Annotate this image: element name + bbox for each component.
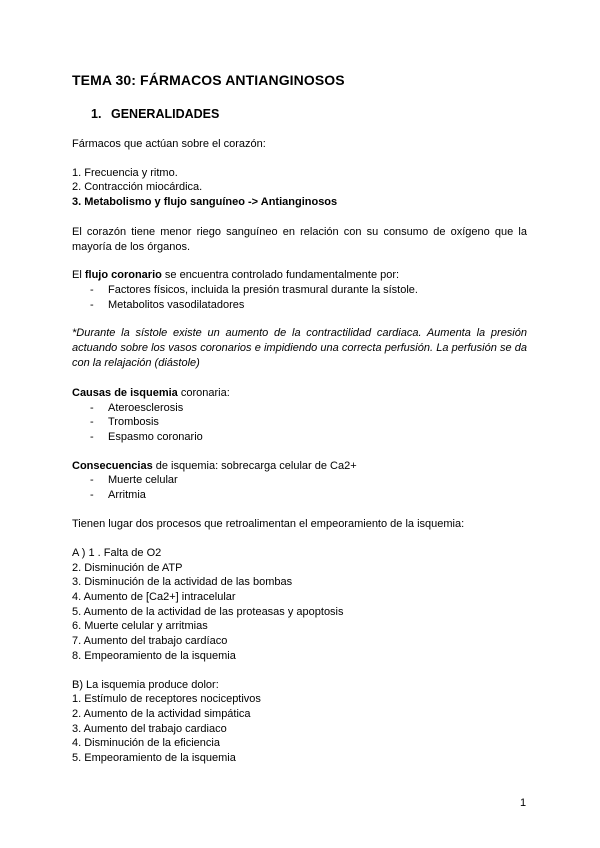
consecuencias-heading <box>72 459 357 474</box>
list-b-item: 5. Empeoramiento de la isquemia <box>72 752 236 764</box>
list-item-text: Muerte celular <box>108 474 178 486</box>
causas-post: coronaria: <box>177 387 230 399</box>
list-item-text: Ateroesclerosis <box>108 402 184 414</box>
list-item <box>90 430 203 445</box>
list-a-item: A ) 1 . Falta de O2 <box>72 547 162 559</box>
dash: - <box>90 489 94 501</box>
dash: - <box>90 299 94 311</box>
causas-heading <box>72 386 230 401</box>
list-item <box>90 283 418 298</box>
list-b-item: 1. Estímulo de receptores nociceptivos <box>72 693 261 705</box>
flujo-bold: flujo coronario <box>84 269 162 281</box>
note-paragraph: *Durante la sístole existe un aumento de la contractilidad cardiaca. Aumenta la presión actuando sobre los vasos coronarios e impidiendo una correcta perfusión. La perfusión se da con la relajación (diástole) <box>72 327 527 369</box>
page-title: TEMA 30: FÁRMACOS ANTIANGINOSOS <box>72 72 345 88</box>
section-title: GENERALIDADES <box>111 107 220 121</box>
list-a-item: 2. Disminución de ATP <box>72 562 183 574</box>
list-a-item: 8. Empeoramiento de la isquemia <box>72 650 236 662</box>
list-item <box>90 298 244 313</box>
list-item-text: Trombosis <box>108 416 159 428</box>
oxygen-paragraph: El corazón tiene menor riego sanguíneo en relación con su consumo de oxígeno que la mayoría de los órganos. <box>72 226 527 253</box>
list-item <box>90 473 178 488</box>
flujo-paragraph <box>72 268 399 283</box>
list-item-text: Factores físicos, incluida la presión trasmural durante la sístole. <box>108 284 418 296</box>
list-b-item: 3. Aumento del trabajo cardiaco <box>72 723 227 735</box>
section-number: 1. <box>91 107 102 121</box>
heart-list-item: 2. Contracción miocárdica. <box>72 181 203 193</box>
list-item-text: Arritmia <box>108 489 146 501</box>
dash: - <box>90 402 94 414</box>
procesos-intro: Tienen lugar dos procesos que retroalimentan el empeoramiento de la isquemia: <box>72 518 465 530</box>
dash: - <box>90 431 94 443</box>
causas-bold: Causas de isquemia <box>72 387 178 399</box>
dash: - <box>90 284 94 296</box>
consecuencias-bold: Consecuencias <box>72 460 153 472</box>
list-item <box>90 488 146 503</box>
list-b-item: 4. Disminución de la eficiencia <box>72 737 220 749</box>
list-a-item: 6. Muerte celular y arritmias <box>72 620 208 632</box>
flujo-pre: El <box>72 269 85 281</box>
heart-list-item: 3. Metabolismo y flujo sanguíneo -> Antianginosos <box>72 196 338 208</box>
list-a-item: 3. Disminución de la actividad de las bombas <box>72 576 293 588</box>
list-item-text: Metabolitos vasodilatadores <box>108 299 245 311</box>
flujo-post: se encuentra controlado fundamentalmente por: <box>161 269 400 281</box>
dash: - <box>90 474 94 486</box>
list-item <box>90 401 183 416</box>
list-a-item: 7. Aumento del trabajo cardíaco <box>72 635 228 647</box>
list-b-item: B) La isquemia produce dolor: <box>72 679 219 691</box>
consecuencias-post: de isquemia: sobrecarga celular de Ca2+ <box>152 460 357 472</box>
heart-list-item: 1. Frecuencia y ritmo. <box>72 167 178 179</box>
list-a-item: 4. Aumento de [Ca2+] intracelular <box>72 591 236 603</box>
list-a-item: 5. Aumento de la actividad de las proteasas y apoptosis <box>72 606 344 618</box>
intro-text: Fármacos que actúan sobre el corazón: <box>72 138 266 150</box>
list-b-item: 2. Aumento de la actividad simpática <box>72 708 251 720</box>
list-item-text: Espasmo coronario <box>108 431 203 443</box>
page-number: 1 <box>520 797 527 809</box>
section-heading <box>91 107 219 121</box>
dash: - <box>90 416 94 428</box>
list-item <box>90 415 159 430</box>
